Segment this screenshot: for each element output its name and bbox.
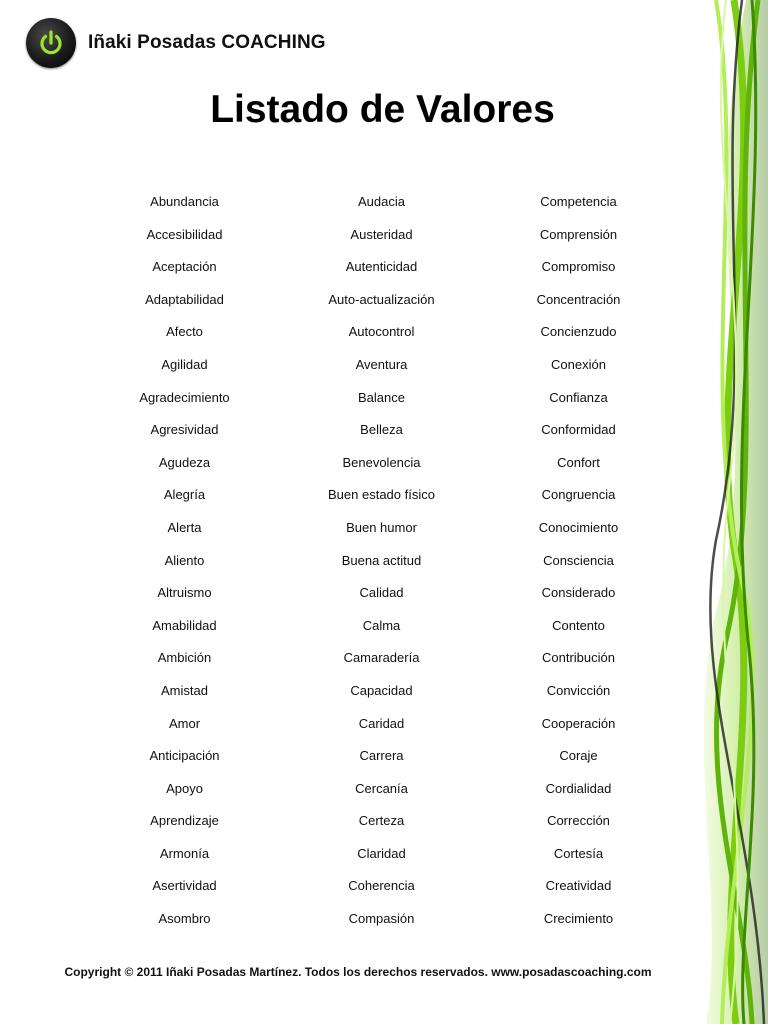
value-item: Agudeza bbox=[158, 454, 211, 470]
value-item: Austeridad bbox=[350, 226, 413, 242]
value-item: Autocontrol bbox=[348, 324, 415, 340]
value-item: Claridad bbox=[357, 845, 406, 861]
value-item: Calidad bbox=[359, 585, 404, 601]
value-item: Contribución bbox=[542, 650, 615, 666]
page-title: Listado de Valores bbox=[210, 88, 555, 131]
value-item: Amabilidad bbox=[152, 617, 217, 633]
value-item: Aceptación bbox=[152, 259, 217, 275]
header bbox=[26, 18, 326, 68]
value-item: Asombro bbox=[158, 911, 211, 927]
value-item: Caridad bbox=[358, 715, 405, 731]
value-item: Aliento bbox=[164, 552, 205, 568]
value-item: Auto-actualización bbox=[328, 291, 435, 307]
value-item: Coraje bbox=[559, 748, 598, 764]
value-item: Concienzudo bbox=[540, 324, 617, 340]
values-column-1 bbox=[86, 186, 283, 936]
values-column-3 bbox=[480, 186, 677, 936]
power-icon bbox=[26, 18, 76, 68]
value-item: Abundancia bbox=[150, 194, 219, 209]
value-item: Asertividad bbox=[152, 878, 217, 894]
value-item: Concentración bbox=[536, 291, 621, 307]
value-item: Capacidad bbox=[350, 682, 413, 698]
value-item: Buen humor bbox=[346, 519, 417, 535]
value-item: Accesibilidad bbox=[146, 226, 223, 242]
value-item: Cortesía bbox=[553, 845, 604, 861]
value-item: Coherencia bbox=[348, 878, 415, 894]
value-item: Amistad bbox=[161, 682, 208, 698]
value-item: Audacia bbox=[358, 194, 405, 209]
value-item: Convicción bbox=[546, 682, 611, 698]
value-item: Amor bbox=[168, 715, 201, 731]
value-item: Competencia bbox=[540, 194, 617, 209]
value-item: Belleza bbox=[360, 422, 403, 438]
green-swoosh-decoration bbox=[686, 0, 768, 1024]
value-item: Carrera bbox=[359, 748, 404, 764]
value-item: Contento bbox=[552, 617, 605, 633]
value-item: Creatividad bbox=[545, 878, 612, 894]
value-item: Compasión bbox=[348, 911, 415, 927]
value-item: Congruencia bbox=[541, 487, 616, 503]
value-item: Corrección bbox=[547, 813, 610, 829]
value-item: Cordialidad bbox=[545, 780, 612, 796]
value-item: Anticipación bbox=[149, 748, 220, 764]
value-item: Altruismo bbox=[157, 585, 212, 601]
value-item: Conexión bbox=[551, 356, 606, 372]
value-item: Comprensión bbox=[539, 226, 618, 242]
value-item: Buen estado físico bbox=[328, 487, 435, 503]
value-item: Agradecimiento bbox=[139, 389, 230, 405]
values-list bbox=[86, 186, 678, 936]
value-item: Certeza bbox=[358, 813, 405, 829]
value-item: Crecimiento bbox=[543, 911, 614, 927]
value-item: Ambición bbox=[157, 650, 212, 666]
value-item: Compromiso bbox=[541, 259, 616, 275]
value-item: Confort bbox=[557, 454, 600, 470]
value-item: Conocimiento bbox=[538, 519, 619, 535]
value-item: Afecto bbox=[166, 324, 203, 340]
copyright-footer: Copyright © 2011 Iñaki Posadas Martínez. Todos los derechos reservados. www.posadascoaching.com bbox=[64, 965, 652, 979]
value-item: Consciencia bbox=[543, 552, 614, 568]
value-item: Alerta bbox=[167, 519, 202, 535]
value-item: Conformidad bbox=[541, 422, 616, 438]
value-item: Alegría bbox=[163, 487, 206, 503]
value-item: Confianza bbox=[549, 389, 608, 405]
brand-name: Iñaki Posadas COACHING bbox=[88, 32, 326, 53]
value-item: Buena actitud bbox=[341, 552, 422, 568]
value-item: Balance bbox=[358, 389, 405, 405]
value-item: Calma bbox=[362, 617, 401, 633]
value-item: Agilidad bbox=[161, 356, 208, 372]
value-item: Autenticidad bbox=[345, 259, 418, 275]
value-item: Aprendizaje bbox=[150, 813, 219, 829]
value-item: Adaptabilidad bbox=[145, 291, 224, 307]
value-item: Cooperación bbox=[541, 715, 616, 731]
value-item: Benevolencia bbox=[342, 454, 421, 470]
value-item: Apoyo bbox=[166, 780, 203, 796]
value-item: Cercanía bbox=[355, 780, 408, 796]
value-item: Camaradería bbox=[343, 650, 420, 666]
value-item: Agresividad bbox=[150, 422, 219, 438]
value-item: Aventura bbox=[355, 356, 408, 372]
values-column-2 bbox=[283, 186, 480, 936]
value-item: Armonía bbox=[159, 845, 210, 861]
value-item: Considerado bbox=[541, 585, 616, 601]
